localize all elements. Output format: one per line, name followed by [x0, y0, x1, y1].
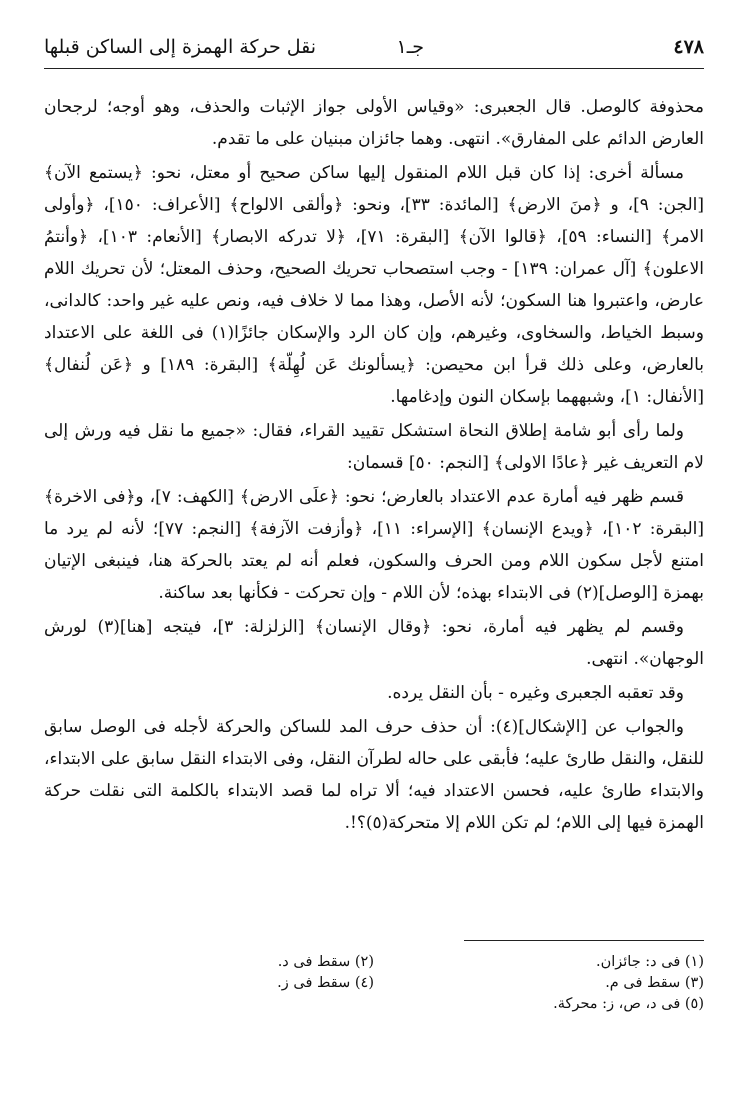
footnote-row	[44, 952, 704, 973]
footnote: (٥) فى د، ص، ز: محركة.	[553, 996, 704, 1012]
footnote: (١) فى د: جائزان.	[595, 954, 704, 970]
footnote-row	[44, 994, 704, 1015]
paragraph: قسم ظهر فيه أمارة عدم الاعتداد بالعارض؛ نحو: ﴿علَى الارض﴾ [الكهف: ٧]، و﴿فى الاخرة﴾ [البقرة: ١٠٢]، ﴿ويدع الإنسان﴾ [الإسراء: ١١]، ﴿وأزفت الآزفة﴾ [النجم: ٧٧]؛ لأنه لم يرد ما امتنع لأجل سكون اللام ومن الحرف والسكون، فعلم أنه لم يعتد بالحركة هنا، فينبغى الإتيان بهمزة [الوصل](٢) فى الابتداء بهذه؛ لأن اللام - وإن تحركت - فكأنها بعد ساكنة.	[44, 487, 705, 603]
paragraph: محذوفة كالوصل. قال الجعبرى: «وقياس الأولى جواز الإثبات والحذف، وهو أوجه؛ لرجحان العارض الدائم على المفارق». انتهى. وهما جائزان مبنيان على ما تقدم.	[44, 97, 704, 149]
page-number: ٤٧٨	[673, 36, 704, 58]
paragraph: مسألة أخرى: إذا كان قبل اللام المنقول إليها ساكن صحيح أو معتل، نحو: ﴿يستمع الآن﴾ [الجن: ٩]، و ﴿منَ الارض﴾ [المائدة: ٣٣]، ونحو: ﴿وألقى الالواح﴾ [الأعراف: ١٥٠]، ﴿وأولى الامر﴾ [النساء: ٥٩]، ﴿قالوا الآن﴾ [البقرة: ٧١]، ﴿لا تدركه الابصار﴾ [الأنعام: ١٠٣]، ﴿وأنتمُ الاعلون﴾ [آل عمران: ١٣٩] - وجب استصحاب تحريك الصحيح، وحذف المعتل؛ لأن تحريك اللام عارض، واعتبروا هنا السكون؛ لأنه الأصل، وهذا مما لا خلاف فيه، ونص عليه غير واحد: كالدانى، وسبط الخياط، والسخاوى، وغيرهم، وإن كان الرد والإسكان جائزًا(١) فى اللغة على الاعتداد بالعارض، وعلى ذلك قرأ ابن محيصن: ﴿يسألونك عَن لُهِلّة﴾ [البقرة: ١٨٩] و ﴿عَن لُنفال﴾ [الأنفال: ١]، وشبههما بإسكان النون وإدغامها.	[44, 163, 705, 407]
volume-label: جـ١	[396, 36, 424, 58]
page-header	[44, 28, 704, 69]
footnote: (٣) سقط فى م.	[605, 975, 704, 991]
paragraph: وقسم لم يظهر فيه أمارة، نحو: ﴿وقال الإنسان﴾ [الزلزلة: ٣]، فيتجه [هنا](٣) لورش الوجهان». انتهى.	[44, 617, 704, 669]
paragraph: والجواب عن [الإشكال](٤): أن حذف حرف المد للساكن والحركة لأجله فى الوصل سابق للنقل، والنقل طارئ عليه؛ فأبقى على حاله لطرآن النقل، وفى الابتداء النقل سابق على الابتداء، والابتداء طارئ عليه، فحسن الاعتداد فيه؛ ألا تراه لما قصد الابتداء بالكلمة التى نقلت حركة الهمزة فيها إلى اللام؛ لم تكن اللام إلا متحركة(٥)؟!.	[44, 717, 704, 833]
paragraph: وقد تعقبه الجعبرى وغيره - بأن النقل يرده.	[387, 683, 684, 703]
footnote-row	[44, 973, 704, 994]
footnote: (٢) سقط فى د.	[277, 954, 374, 970]
document-page	[44, 28, 704, 1068]
chapter-title: نقل حركة الهمزة إلى الساكن قبلها	[44, 36, 317, 58]
footnotes	[44, 952, 704, 1015]
footnote: (٤) سقط فى ز.	[277, 975, 374, 991]
paragraph: ولما رأى أبو شامة إطلاق النحاة استشكل تقييد القراء، فقال: «جميع ما نقل فيه ورش إلى لام التعريف غير ﴿عادًا الاولى﴾ [النجم: ٥٠] قسمان:	[44, 421, 704, 473]
footnote-divider	[464, 940, 704, 941]
main-text	[44, 91, 704, 839]
